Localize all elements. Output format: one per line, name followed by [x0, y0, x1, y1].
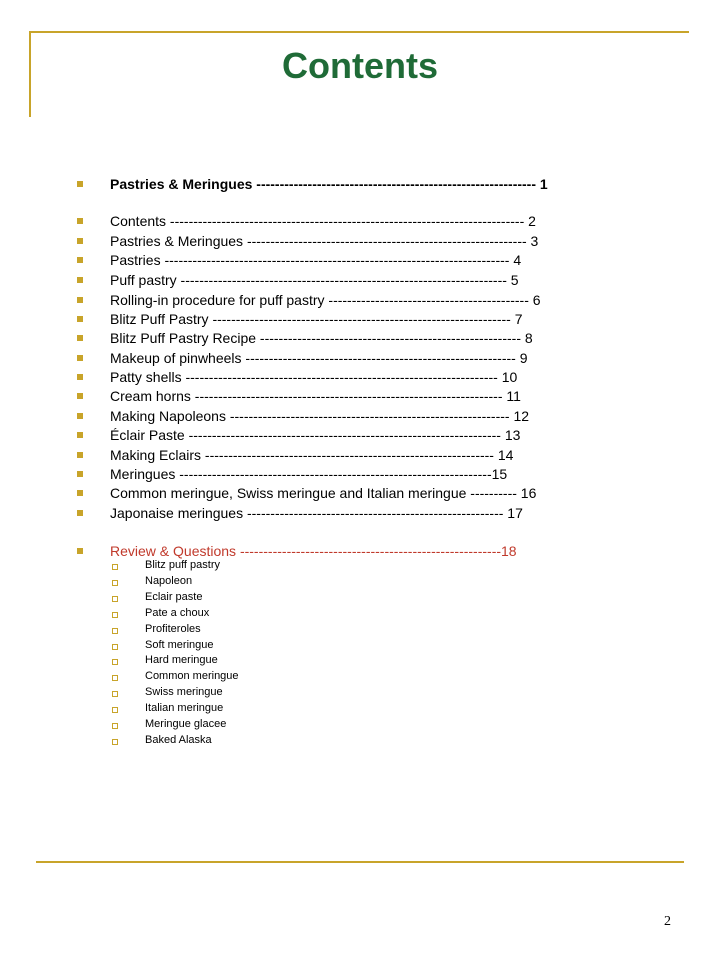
toc-entry — [0, 211, 720, 231]
review-subitem — [0, 591, 720, 605]
hollow-square-bullet-icon — [112, 659, 118, 665]
review-subitem-text: Blitz puff pastry — [145, 559, 220, 571]
review-subitem — [0, 654, 720, 668]
hollow-square-bullet-icon — [112, 628, 118, 634]
toc-entry-text: Éclair Paste ------------------------------------------------------------------- 13 — [110, 427, 521, 443]
review-subitem — [0, 559, 720, 573]
page-number: 2 — [664, 914, 671, 929]
toc-entry-text: Pastries & Meringues ------------------------------------------------------------ 1 — [110, 176, 548, 192]
square-bullet-icon — [77, 218, 83, 224]
review-subitem-text: Pate a choux — [145, 606, 210, 619]
review-subitem-text: Common meringue — [145, 670, 239, 683]
toc-entry — [0, 386, 720, 406]
review-subitem-text: Profiteroles — [145, 622, 201, 635]
square-bullet-icon — [77, 277, 83, 283]
toc-entry-text: Pastries -------------------------------------------------------------------------- 4 — [110, 252, 522, 268]
review-subitem — [0, 718, 720, 732]
hollow-square-bullet-icon — [112, 707, 118, 713]
toc-entry — [0, 541, 720, 561]
toc-entry-text: Meringues -------------------------------------------------------------------15 — [110, 466, 508, 482]
toc-entry-text: Rolling-in procedure for puff pastry ------------------------------------------- 6 — [110, 292, 541, 308]
toc-entry-text: Blitz Puff Pastry ---------------------------------------------------------------- 7 — [110, 311, 523, 327]
square-bullet-icon — [77, 297, 83, 303]
square-bullet-icon — [77, 548, 83, 554]
toc-entry — [0, 174, 720, 194]
review-subitem — [0, 670, 720, 684]
review-subitem — [0, 702, 720, 716]
review-subitem-text: Eclair paste — [145, 590, 203, 603]
toc-entry — [0, 445, 720, 465]
frame-top-line — [29, 31, 689, 33]
toc-entry-text: Puff pastry ---------------------------------------------------------------------- 5 — [110, 272, 519, 288]
hollow-square-bullet-icon — [112, 723, 118, 729]
square-bullet-icon — [77, 355, 83, 361]
toc-entry-text: Patty shells ------------------------------------------------------------------- 10 — [110, 369, 518, 385]
review-subitem-text: Napoleon — [145, 574, 193, 587]
toc-entry — [0, 348, 720, 368]
review-subitem — [0, 607, 720, 621]
square-bullet-icon — [77, 335, 83, 341]
toc-entry — [0, 231, 720, 251]
toc-entry-text: Makeup of pinwheels ---------------------------------------------------------- 9 — [110, 350, 528, 366]
toc-entry-text: Common meringue, Swiss meringue and Italian meringue ---------- 16 — [110, 485, 537, 501]
frame-bottom-line — [36, 861, 684, 863]
review-subitem-text: Hard meringue — [145, 654, 218, 667]
toc-entry — [0, 406, 720, 426]
toc-entry-text: Cream horns ------------------------------------------------------------------ 11 — [110, 388, 521, 404]
toc-entry — [0, 425, 720, 445]
square-bullet-icon — [77, 238, 83, 244]
square-bullet-icon — [77, 181, 83, 187]
toc-entry-text: Japonaise meringues ------------------------------------------------------- 17 — [110, 505, 523, 521]
toc-entry-text: Review & Questions --------------------------------------------------------18 — [110, 543, 517, 559]
hollow-square-bullet-icon — [112, 596, 118, 602]
hollow-square-bullet-icon — [112, 739, 118, 745]
review-subitem — [0, 734, 720, 748]
hollow-square-bullet-icon — [112, 644, 118, 650]
hollow-square-bullet-icon — [112, 564, 118, 570]
hollow-square-bullet-icon — [112, 612, 118, 618]
toc-entry — [0, 250, 720, 270]
toc-entry — [0, 270, 720, 290]
review-subitem — [0, 575, 720, 589]
toc-entry-text: Blitz Puff Pastry Recipe -------------------------------------------------------- 8 — [110, 330, 533, 346]
review-subitem-text: Baked Alaska — [145, 733, 212, 746]
square-bullet-icon — [77, 452, 83, 458]
toc-entry — [0, 503, 720, 523]
toc-entry — [0, 367, 720, 387]
page-title: Contents — [282, 45, 438, 86]
square-bullet-icon — [77, 510, 83, 516]
review-subitem — [0, 623, 720, 637]
review-subitem-text: Soft meringue — [145, 638, 214, 651]
toc-entry — [0, 309, 720, 329]
toc-entry — [0, 328, 720, 348]
review-subitem-text: Swiss meringue — [145, 686, 223, 699]
toc-entry-text: Pastries & Meringues ------------------------------------------------------------ 3 — [110, 233, 539, 249]
square-bullet-icon — [77, 471, 83, 477]
square-bullet-icon — [77, 316, 83, 322]
square-bullet-icon — [77, 257, 83, 263]
square-bullet-icon — [77, 374, 83, 380]
review-subitem — [0, 686, 720, 700]
review-subitem-text: Meringue glacee — [145, 718, 227, 730]
square-bullet-icon — [77, 393, 83, 399]
square-bullet-icon — [77, 432, 83, 438]
hollow-square-bullet-icon — [112, 675, 118, 681]
toc-entry-text: Contents ---------------------------------------------------------------------------- 2 — [110, 213, 536, 229]
toc-entry — [0, 290, 720, 310]
review-subitem-text: Italian meringue — [145, 702, 224, 715]
toc-entry — [0, 483, 720, 503]
square-bullet-icon — [77, 490, 83, 496]
hollow-square-bullet-icon — [112, 691, 118, 697]
hollow-square-bullet-icon — [112, 580, 118, 586]
toc-entry-text: Making Eclairs -------------------------------------------------------------- 14 — [110, 447, 514, 463]
toc-entry — [0, 464, 720, 484]
square-bullet-icon — [77, 413, 83, 419]
toc-entry-text: Making Napoleons ------------------------------------------------------------ 12 — [110, 408, 530, 424]
review-subitem — [0, 639, 720, 653]
